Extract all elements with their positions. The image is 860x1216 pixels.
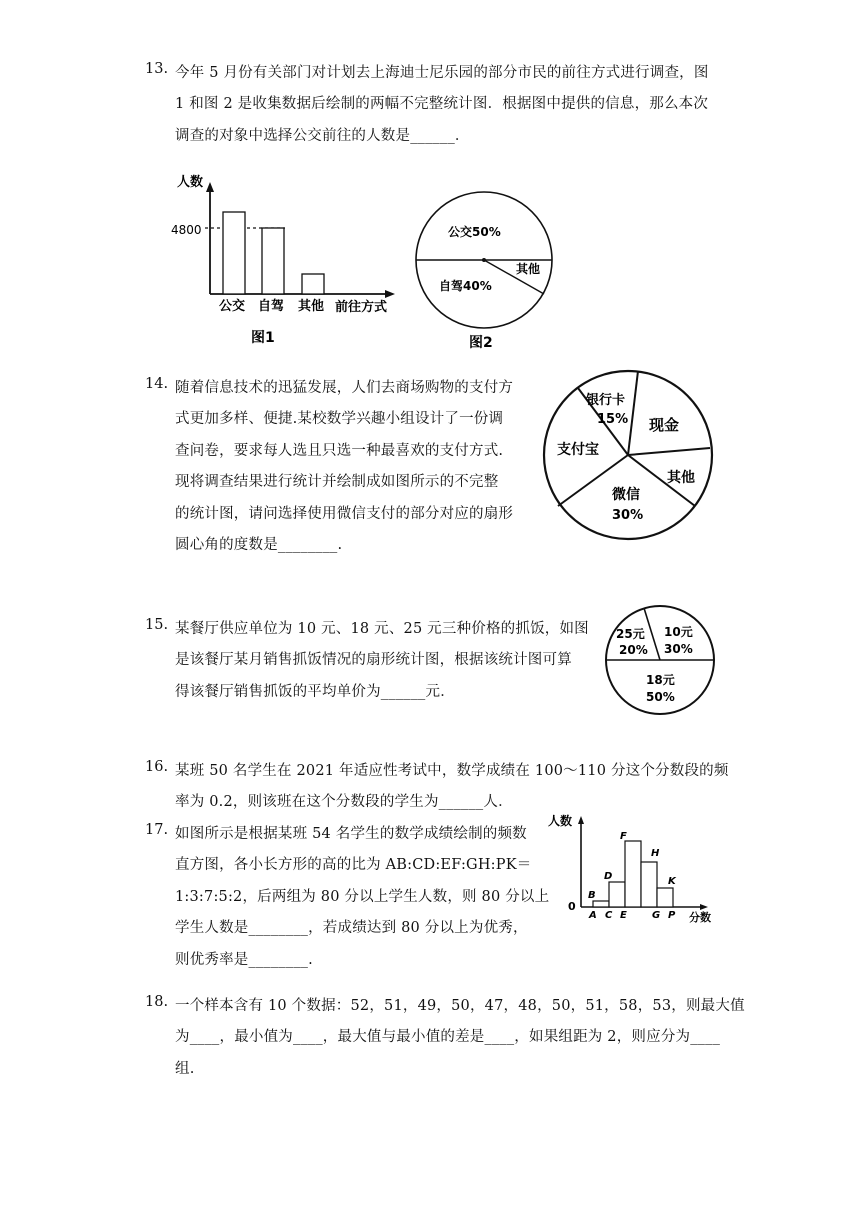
question-text-line: 直方图，各小长方形的高的比为 AB:CD:EF:GH:PK＝ xyxy=(175,857,532,873)
figure-2-pie-chart xyxy=(412,180,562,355)
question-number: 15. xyxy=(145,617,169,633)
question-text-line: 一个样本含有 10 个数据：52，51，49，50，47，48，50，51，58，53，则最大值 xyxy=(175,998,745,1014)
question-text-line: 式更加多样、便捷.某校数学兴趣小组设计了一份调 xyxy=(175,411,504,427)
bar-qita xyxy=(302,274,324,294)
slice-label-alipay: 支付宝 xyxy=(557,442,599,458)
question-text-line: 随着信息技术的迅猛发展，人们去商场购物的支付方 xyxy=(175,380,514,396)
payment-pie-chart xyxy=(538,368,718,548)
axis-letter: C xyxy=(605,910,613,921)
question-text-line: 今年 5 月份有关部门对计划去上海迪士尼乐园的部分市民的前往方式进行调查，图 xyxy=(175,65,709,81)
category-label: 其他 xyxy=(298,299,325,314)
axis-letter: E xyxy=(620,910,627,921)
question-text-line: 如图所示是根据某班 54 名学生的数学成绩绘制的频数 xyxy=(175,826,527,842)
axis-letter: P xyxy=(668,910,676,921)
frequency-histogram xyxy=(548,810,720,925)
slice-label-bank-card: 银行卡 xyxy=(586,393,626,408)
histogram-bar xyxy=(657,888,673,907)
question-text-line: 1:3:7:5:2，后两组为 80 分以上学生人数，则 80 分以上 xyxy=(175,889,550,905)
y-axis-label: 人数 xyxy=(548,814,573,828)
y-axis-arrow xyxy=(206,182,214,192)
bar-top-letter: B xyxy=(588,890,596,901)
question-text-line: 的统计图，请问选择使用微信支付的部分对应的扇形 xyxy=(175,506,514,522)
category-label: 自驾 xyxy=(258,299,285,314)
x-axis-label: 分数 xyxy=(689,911,711,924)
question-number: 16. xyxy=(145,759,169,775)
question-text-line: 1 和图 2 是收集数据后绘制的两幅不完整统计图．根据图中提供的信息，那么本次 xyxy=(175,96,709,112)
histogram-bar xyxy=(609,882,625,907)
bar-gongjiao xyxy=(223,212,245,294)
slice-label-other: 其他 xyxy=(667,470,695,486)
slice-pct-25yuan: 20% xyxy=(619,643,648,657)
y-axis-label: 人数 xyxy=(177,175,204,190)
question-text-line: 查问卷，要求每人选且只选一种最喜欢的支付方式. xyxy=(175,443,504,459)
bar-top-letter: K xyxy=(668,876,676,887)
bar-top-letter: D xyxy=(604,871,613,882)
histogram-bar xyxy=(593,901,609,907)
origin-label: 0 xyxy=(568,900,576,913)
question-text-line: 为____，最小值为____，最大值与最小值的差是____，如果组距为 2，则应分为____ xyxy=(175,1029,721,1045)
question-number: 13. xyxy=(145,61,169,77)
figure-caption: 图1 xyxy=(251,330,275,346)
reference-value-label: 4800 xyxy=(171,223,202,237)
y-axis-arrow xyxy=(578,816,584,824)
bar-top-letter: H xyxy=(651,848,660,859)
slice-label-18yuan: 18元 xyxy=(646,673,675,687)
question-text-line: 是该餐厅某月销售抓饭情况的扇形统计图，根据该统计图可算 xyxy=(175,652,572,668)
question-text-line: 则优秀率是________. xyxy=(175,952,313,968)
histogram-bar xyxy=(625,841,641,907)
slice-pct-wechat: 30% xyxy=(612,508,644,523)
x-axis-arrow xyxy=(385,290,395,298)
question-text-line: 某班 50 名学生在 2021 年适应性考试中，数学成绩在 100～110 分这个分数段的频 xyxy=(175,763,729,779)
question-text-line: 组. xyxy=(175,1061,195,1077)
bar-zijia xyxy=(262,228,284,294)
price-pie-chart xyxy=(602,602,718,720)
category-label: 公交 xyxy=(219,299,246,314)
question-number: 14. xyxy=(145,376,169,392)
question-text-line: 某餐厅供应单位为 10 元、18 元、25 元三种价格的抓饭，如图 xyxy=(175,621,589,637)
x-axis-arrow xyxy=(700,904,708,910)
slice-label-cash: 现金 xyxy=(649,416,680,434)
bar-top-letter: F xyxy=(620,831,627,842)
axis-letter: G xyxy=(652,910,661,921)
question-text-line: 率为 0.2，则该班在这个分数段的学生为______人． xyxy=(175,794,513,810)
axis-letter: A xyxy=(589,910,597,921)
slice-pct-bank-card: 15% xyxy=(597,412,629,427)
question-text-line: 圆心角的度数是________. xyxy=(175,537,343,553)
slice-pct-10yuan: 30% xyxy=(664,642,693,656)
question-text-line: 调查的对象中选择公交前往的人数是______． xyxy=(175,128,470,144)
question-number: 17. xyxy=(145,822,169,838)
question-text-line: 得该餐厅销售抓饭的平均单价为______元． xyxy=(175,684,455,700)
question-text-line: 现将调查结果进行统计并绘制成如图所示的不完整 xyxy=(175,474,499,490)
figure-caption: 图2 xyxy=(469,335,493,351)
slice-label-wechat: 微信 xyxy=(612,487,640,503)
histogram-bar xyxy=(641,862,657,907)
slice-label-10yuan: 10元 xyxy=(664,625,693,639)
slice-label-25yuan: 25元 xyxy=(616,627,645,641)
slice-label-zijia: 自驾40% xyxy=(439,279,492,293)
slice-pct-18yuan: 50% xyxy=(646,690,675,704)
slice-label-qita: 其他 xyxy=(516,262,541,276)
question-text-line: 学生人数是________，若成绩达到 80 分以上为优秀， xyxy=(175,920,528,936)
figure-1-bar-chart xyxy=(165,172,405,352)
x-axis-label: 前往方式 xyxy=(335,300,388,315)
slice-label-gongjiao: 公交50% xyxy=(448,225,501,239)
question-number: 18. xyxy=(145,994,169,1010)
pie-center xyxy=(482,258,486,262)
